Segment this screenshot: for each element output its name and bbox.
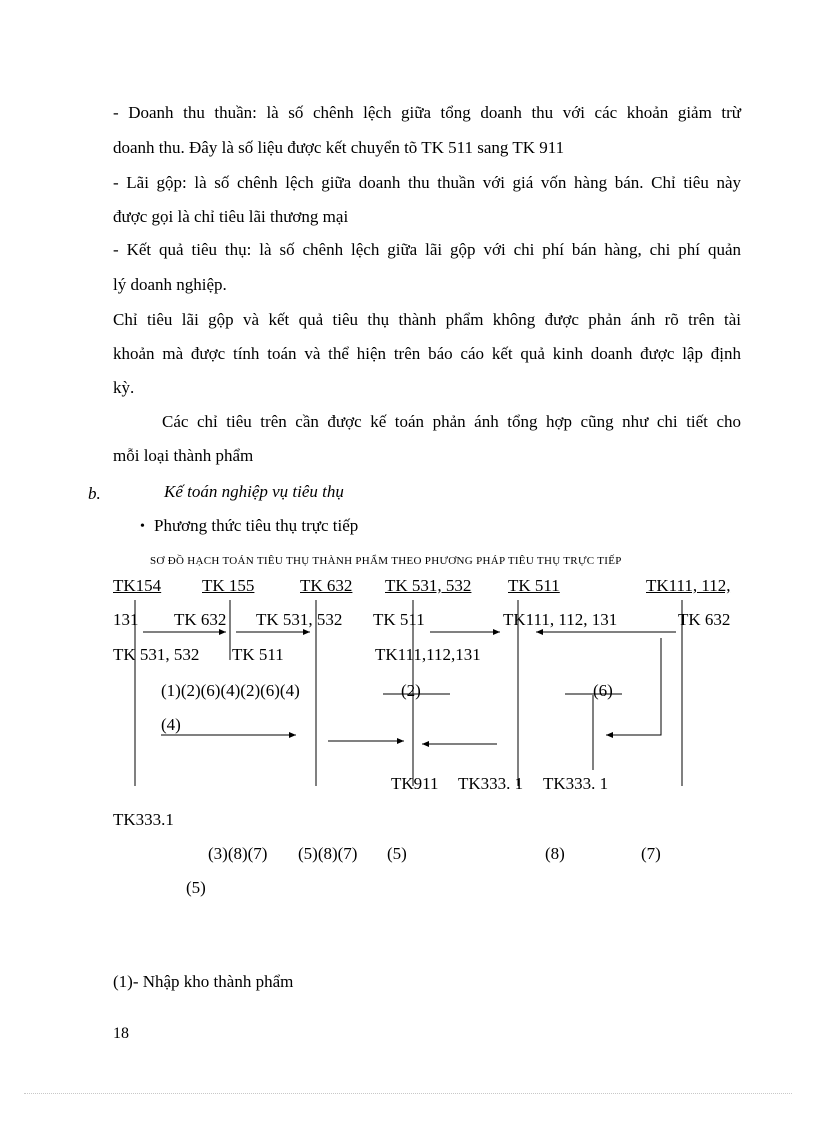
page-number: 18 [113, 1025, 129, 1042]
diagram-account-tk511: TK 511 [508, 576, 560, 595]
diagram-arrow [606, 638, 661, 735]
diagram-label: TK 531, 532 [113, 645, 200, 664]
diagram-label: TK111,112,131 [375, 645, 481, 664]
diagram-entry-codes: (5)(8)(7) [298, 844, 358, 863]
bullet-text: Phương thức tiêu thụ trực tiếp [154, 516, 359, 535]
paragraph-indicator-line-1: Chỉ tiêu lãi gộp và kết quả tiêu thụ thành phẩm không được phản ánh rõ trên tài [113, 310, 741, 329]
diagram-entry-code: (5) [387, 844, 407, 863]
diagram-entry-code: (8) [545, 844, 565, 863]
diagram-entry-codes: (1)(2)(6)(4)(2)(6)(4) [161, 681, 300, 700]
paragraph-gross-profit-line-1: - Lãi gộp: là số chênh lệch giữa doanh thu thuần với giá vốn hàng bán. Chỉ tiêu này [113, 173, 741, 192]
diagram-label: 131 [113, 610, 139, 629]
diagram-entry-code: (2) [401, 681, 421, 700]
bullet-icon: • [140, 519, 145, 534]
paragraph-sales-result-line-2: lý doanh nghiệp. [113, 275, 227, 294]
legend-item-1: (1)- Nhập kho thành phẩm [113, 972, 294, 991]
diagram-label: TK 531, 532 [256, 610, 343, 629]
paragraph-gross-profit-line-2: được gọi là chỉ tiêu lãi thương mại [113, 207, 349, 226]
diagram-account-tk3331: TK333. 1 [543, 774, 609, 793]
diagram-label: TK 511 [232, 645, 284, 664]
diagram-label: TK111, 112, 131 [503, 610, 618, 629]
diagram-account-tk155: TK 155 [202, 576, 255, 595]
diagram-entry-code: (5) [186, 878, 206, 897]
paragraph-net-revenue-line-1: - Doanh thu thuần: là số chênh lệch giữa tổng doanh thu với các khoản giảm trừ [113, 103, 741, 122]
diagram-account-tk154: TK154 [113, 576, 162, 595]
diagram-label: TK 632 [678, 610, 731, 629]
diagram-entry-code: (6) [593, 681, 613, 700]
paragraph-accounting-line-2: mỗi loại thành phẩm [113, 446, 254, 465]
diagram-account-tk3331: TK333. 1 [458, 774, 524, 793]
paragraph-indicator-line-3: kỳ. [113, 378, 135, 397]
section-title: Kế toán nghiệp vụ tiêu thụ [164, 482, 344, 501]
diagram-entry-code: (7) [641, 844, 661, 863]
paragraph-accounting-line-1: Các chỉ tiêu trên cần được kế toán phản ánh tổng hợp cũng như chi tiết cho [162, 412, 741, 431]
diagram-account-tk111-112: TK111, 112, [646, 576, 731, 595]
diagram-account-tk531-532: TK 531, 532 [385, 576, 472, 595]
diagram-account-tk3331: TK333.1 [113, 810, 174, 829]
section-marker: b. [88, 484, 101, 503]
paragraph-indicator-line-2: khoản mà được tính toán và thể hiện trên báo cáo kết quả kinh doanh được lập định [113, 344, 741, 363]
diagram-account-tk632: TK 632 [300, 576, 353, 595]
diagram-label: TK 632 [174, 610, 227, 629]
diagram-entry-codes: (3)(8)(7) [208, 844, 268, 863]
diagram-label: TK 511 [373, 610, 425, 629]
diagram-account-tk911: TK911 [391, 774, 439, 793]
paragraph-sales-result-line-1: - Kết quả tiêu thụ: là số chênh lệch giữa lãi gộp với chi phí bán hàng, chi phí quản [113, 240, 741, 259]
diagram-entry-code: (4) [161, 715, 181, 734]
paragraph-net-revenue-line-2: doanh thu. Đây là số liệu được kết chuyển tõ TK 511 sang TK 911 [113, 138, 565, 157]
diagram-title: SƠ ĐỒ HẠCH TOÁN TIÊU THỤ THÀNH PHẨM THEO PHƯƠNG PHÁP TIÊU THỤ TRỰC TIẾP [150, 555, 622, 567]
page-bottom-divider [24, 1093, 792, 1094]
